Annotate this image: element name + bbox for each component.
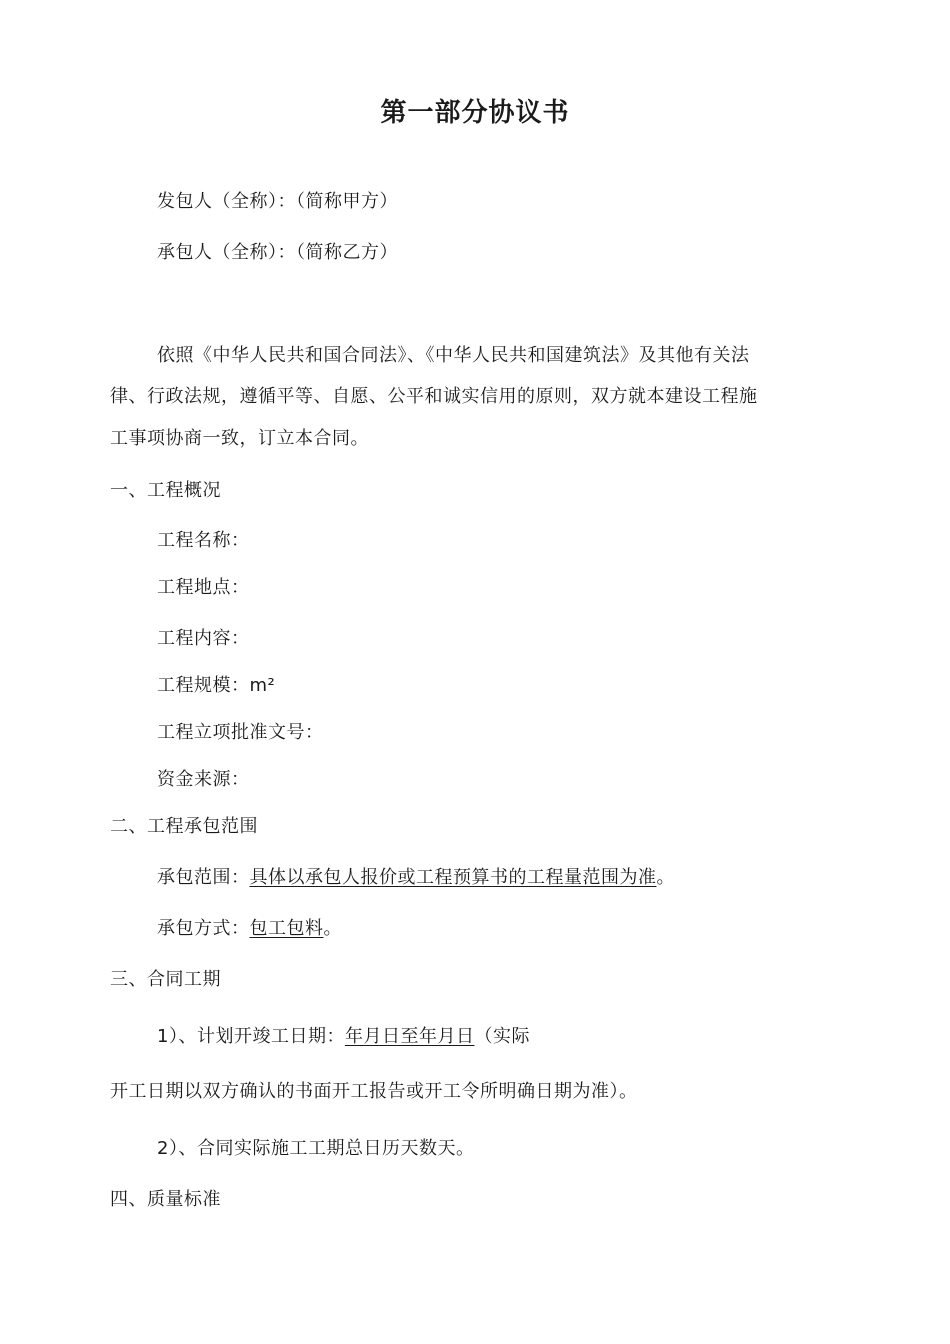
- schedule-item-1-number: 1）: [157, 1026, 179, 1047]
- funding-source-field: 资金来源：: [157, 769, 250, 790]
- contract-scope-value: 具体以承包人报价或工程预算书的工程量范围为准: [249, 867, 657, 888]
- project-name-field: 工程名称：: [157, 530, 250, 551]
- contract-scope-line: [157, 866, 675, 890]
- section-2-heading: 二、工程承包范围: [110, 816, 258, 837]
- schedule-item-1-continuation: 开工日期以双方确认的书面开工报告或开工令所明确日期为准）。: [110, 1081, 638, 1102]
- contract-scope-label: 承包范围：: [157, 867, 250, 888]
- project-scale-unit: m²: [249, 675, 276, 696]
- contractor-line: 承包人（全称）：（简称乙方）: [157, 242, 398, 263]
- section-4-heading: 四、质量标准: [110, 1189, 221, 1210]
- section-1-heading: 一、工程概况: [110, 480, 221, 501]
- project-location-field: 工程地点：: [157, 577, 250, 598]
- employer-line: 发包人（全称）：（简称甲方）: [157, 191, 398, 212]
- contract-method-line: [157, 917, 342, 941]
- preamble-line-1: 依照《中华人民共和国合同法》、《中华人民共和国建筑法》及其他有关法: [157, 345, 750, 366]
- preamble-line-3: 工事项协商一致，订立本合同。: [110, 428, 369, 449]
- project-content-field: 工程内容：: [157, 628, 250, 649]
- contract-method-label: 承包方式：: [157, 918, 250, 939]
- contract-scope-end: 。: [656, 867, 675, 888]
- schedule-item-1: [157, 1025, 530, 1049]
- schedule-item-1-tail: （实际: [474, 1026, 530, 1047]
- contract-method-value: 包工包料: [249, 918, 324, 939]
- preamble-line-2: 律、行政法规，遵循平等、自愿、公平和诚实信用的原则，双方就本建设工程施: [110, 386, 758, 407]
- schedule-item-2-text: 、合同实际施工工期总日历天数天。: [178, 1138, 475, 1159]
- project-approval-field: 工程立项批准文号：: [157, 722, 324, 743]
- project-scale-label: 工程规模：: [157, 675, 250, 696]
- schedule-item-1-dates: 年月日至年月日: [344, 1026, 475, 1047]
- schedule-item-1-label: 、计划开竣工日期：: [178, 1026, 345, 1047]
- schedule-item-2: [157, 1137, 474, 1161]
- contract-method-end: 。: [323, 918, 342, 939]
- section-3-heading: 三、合同工期: [110, 969, 221, 990]
- project-scale-field: [157, 674, 275, 698]
- schedule-item-2-number: 2）: [157, 1138, 179, 1159]
- document-title: 第一部分协议书: [380, 98, 570, 128]
